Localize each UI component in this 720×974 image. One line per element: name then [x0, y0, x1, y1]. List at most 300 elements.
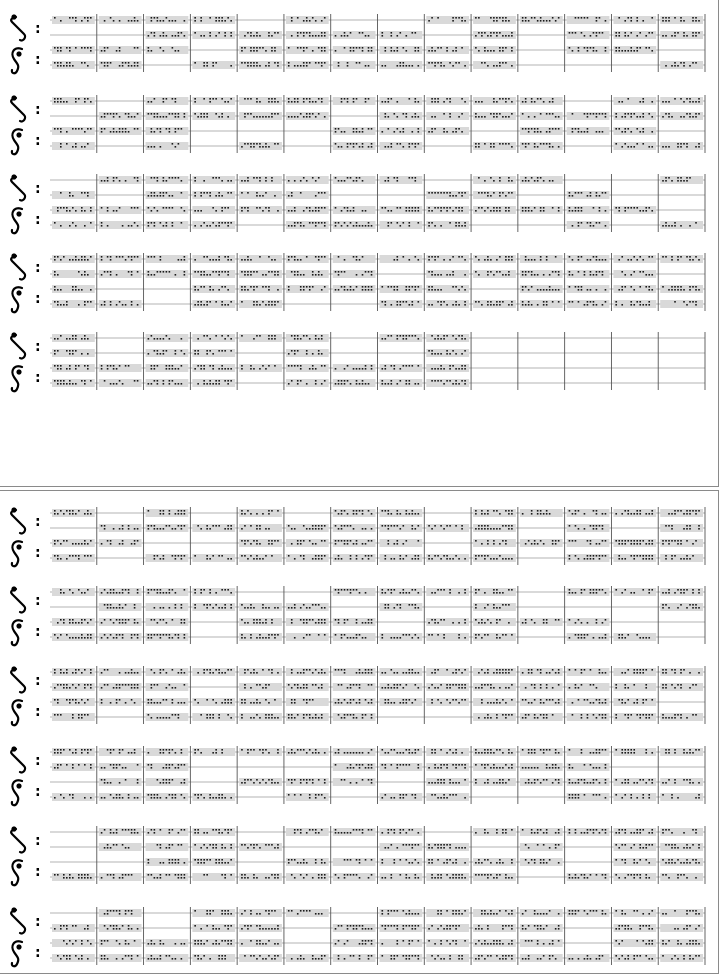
braille-dot: [605, 289, 607, 291]
braille-dot: [300, 222, 302, 224]
braille-dot: [321, 672, 323, 674]
braille-dot: [522, 717, 524, 719]
braille-dot: [428, 131, 430, 133]
braille-dot: [341, 180, 343, 182]
braille-cell-group: [567, 524, 610, 532]
braille-cell-group: [613, 206, 656, 214]
braille-dot: [353, 637, 355, 639]
braille-dot: [569, 301, 571, 303]
braille-dot: [321, 619, 323, 621]
braille-dot: [160, 146, 162, 148]
braille-dot: [371, 286, 373, 288]
braille-dot: [680, 225, 682, 227]
braille-dot: [481, 510, 483, 512]
braille-dot: [368, 47, 370, 49]
braille-dot: [321, 714, 323, 716]
braille-dot: [312, 17, 314, 19]
braille-dot: [268, 335, 270, 337]
braille-dot: [437, 17, 439, 19]
braille-dot: [247, 32, 249, 34]
braille-dot: [151, 383, 153, 385]
braille-dot: [157, 180, 159, 182]
braille-dot: [175, 146, 177, 148]
braille-dot: [499, 256, 501, 258]
braille-dot: [455, 669, 457, 671]
braille-dot: [537, 289, 539, 291]
braille-dot: [428, 62, 430, 64]
braille-dot: [665, 604, 667, 606]
braille-dot: [431, 672, 433, 674]
braille-dot: [437, 192, 439, 194]
braille-dot: [335, 669, 337, 671]
braille-cell-group: [52, 127, 95, 135]
braille-dot: [163, 528, 165, 530]
braille-dot: [487, 35, 489, 37]
braille-dot: [359, 702, 361, 704]
braille-dot: [452, 131, 454, 133]
braille-dot: [558, 669, 560, 671]
braille-dot: [265, 637, 267, 639]
braille-dot: [274, 304, 276, 306]
braille-dot: [461, 192, 463, 194]
braille-dot: [481, 637, 483, 639]
braille-dot: [624, 128, 626, 130]
braille-dot: [172, 365, 174, 367]
braille-dot: [403, 65, 405, 67]
braille-dot: [230, 558, 232, 560]
braille-dot: [321, 256, 323, 258]
braille-dot: [178, 177, 180, 179]
braille-cell-group: [660, 524, 703, 532]
braille-dot: [502, 47, 504, 49]
braille-dot: [683, 513, 685, 515]
braille-dot: [256, 684, 258, 686]
braille-dot: [385, 672, 387, 674]
braille-dot: [525, 543, 527, 545]
braille-dot: [75, 338, 77, 340]
braille-dot: [181, 513, 183, 515]
braille-dot: [508, 687, 510, 689]
braille-dot: [218, 32, 220, 34]
braille-dot: [75, 210, 77, 212]
braille-dot: [511, 699, 513, 701]
braille-dot: [268, 338, 270, 340]
braille-dot: [259, 684, 261, 686]
braille-dot: [148, 207, 150, 209]
braille-cell-group: [613, 31, 656, 39]
braille-dot: [69, 365, 71, 367]
braille-dot: [575, 555, 577, 557]
braille-dot: [181, 525, 183, 527]
braille-dot: [428, 622, 430, 624]
braille-dot: [81, 256, 83, 258]
braille-dot: [341, 637, 343, 639]
braille-dot: [288, 555, 290, 557]
braille-dot: [318, 619, 320, 621]
braille-dot: [409, 634, 411, 636]
braille-dot: [680, 510, 682, 512]
braille-dot: [391, 669, 393, 671]
braille-dot: [671, 116, 673, 118]
braille-dot: [418, 143, 420, 145]
braille-dot: [54, 338, 56, 340]
braille-dot: [175, 604, 177, 606]
braille-dot: [540, 113, 542, 115]
braille-dot: [572, 195, 574, 197]
braille-dot: [350, 47, 352, 49]
braille-cell-group: [380, 142, 423, 150]
braille-dot: [633, 113, 635, 115]
braille-dot: [481, 622, 483, 624]
braille-dot: [359, 146, 361, 148]
braille-dot: [134, 672, 136, 674]
braille-dot: [206, 525, 208, 527]
braille-dot: [371, 143, 373, 145]
braille-dot: [288, 607, 290, 609]
braille-dot: [487, 669, 489, 671]
braille-dot: [324, 47, 326, 49]
braille-dot: [552, 543, 554, 545]
clef-colon-mark: :: [35, 514, 41, 530]
braille-dot: [522, 301, 524, 303]
braille-dot: [60, 619, 62, 621]
braille-dot: [315, 195, 317, 197]
braille-dot: [212, 98, 214, 100]
braille-dot: [154, 607, 156, 609]
braille-dot: [309, 619, 311, 621]
braille-dot: [502, 192, 504, 194]
braille-dot: [365, 35, 367, 37]
braille-dot: [259, 180, 261, 182]
braille-dot: [418, 116, 420, 118]
braille-dot: [227, 589, 229, 591]
braille-dot: [618, 207, 620, 209]
braille-dot: [365, 271, 367, 273]
braille-dot: [203, 62, 205, 64]
braille-dot: [624, 589, 626, 591]
braille-dot: [113, 368, 115, 370]
braille-dot: [534, 143, 536, 145]
braille-dot: [157, 717, 159, 719]
braille-dot: [572, 513, 574, 515]
braille-dot: [478, 259, 480, 261]
braille-dot: [671, 180, 673, 182]
braille-dot: [209, 192, 211, 194]
braille-dot: [572, 702, 574, 704]
braille-dot: [131, 259, 133, 261]
braille-dot: [163, 177, 165, 179]
braille-cell-group: [52, 270, 95, 278]
braille-dot: [481, 207, 483, 209]
braille-dot: [627, 669, 629, 671]
braille-dot: [110, 365, 112, 367]
braille-dot: [244, 607, 246, 609]
braille-dot: [341, 380, 343, 382]
braille-dot: [403, 687, 405, 689]
braille-dot: [602, 714, 604, 716]
braille-dot: [184, 702, 186, 704]
braille-dot: [412, 525, 414, 527]
braille-dot: [315, 525, 317, 527]
braille-dot: [362, 128, 364, 130]
braille-cell-group: [146, 46, 189, 54]
braille-dot: [200, 365, 202, 367]
braille-dot: [593, 684, 595, 686]
braille-dot: [306, 207, 308, 209]
braille-dot: [487, 684, 489, 686]
braille-dot: [481, 543, 483, 545]
braille-dot: [528, 143, 530, 145]
braille-dot: [259, 65, 261, 67]
braille-dot: [415, 558, 417, 560]
braille-dot: [618, 50, 620, 52]
braille-dot: [209, 672, 211, 674]
braille-dot: [636, 540, 638, 542]
braille-dot: [75, 286, 77, 288]
bass-clef-dot: [16, 51, 21, 56]
braille-dot: [175, 687, 177, 689]
braille-dot: [359, 510, 361, 512]
braille-dot: [166, 225, 168, 227]
braille-dot: [306, 17, 308, 19]
braille-dot: [300, 672, 302, 674]
braille-dot: [227, 383, 229, 385]
braille-dot: [200, 528, 202, 530]
braille-dot: [277, 271, 279, 273]
braille-dot: [449, 113, 451, 115]
braille-dot: [315, 555, 317, 557]
braille-dot: [110, 131, 112, 133]
braille-dot: [481, 687, 483, 689]
braille-dot: [303, 177, 305, 179]
braille-dot: [350, 702, 352, 704]
braille-dot: [288, 714, 290, 716]
braille-dot: [596, 116, 598, 118]
braille-dot: [268, 101, 270, 103]
braille-dot: [371, 702, 373, 704]
braille-dot: [241, 207, 243, 209]
braille-dot: [181, 383, 183, 385]
braille-dot: [400, 225, 402, 227]
braille-dot: [440, 684, 442, 686]
braille-dot: [499, 672, 501, 674]
braille-dot: [122, 525, 124, 527]
braille-dot: [599, 672, 601, 674]
braille-dot: [247, 180, 249, 182]
braille-dot: [502, 274, 504, 276]
braille-dot: [75, 687, 77, 689]
braille-dot: [306, 619, 308, 621]
braille-dot: [206, 669, 208, 671]
braille-dot: [250, 271, 252, 273]
braille-cell-group: [567, 554, 610, 562]
braille-dot: [54, 101, 56, 103]
braille-dot: [534, 543, 536, 545]
braille-dot: [371, 365, 373, 367]
braille-dot: [461, 699, 463, 701]
braille-dot: [478, 177, 480, 179]
braille-dot: [590, 271, 592, 273]
braille-dot: [256, 50, 258, 52]
braille-dot: [409, 222, 411, 224]
braille-dot: [265, 304, 267, 306]
braille-dot: [197, 525, 199, 527]
braille-dot: [437, 335, 439, 337]
braille-dot: [163, 225, 165, 227]
braille-dot: [110, 259, 112, 261]
braille-dot: [695, 289, 697, 291]
braille-dot: [151, 699, 153, 701]
braille-dot: [347, 98, 349, 100]
braille-dot: [431, 368, 433, 370]
braille-dot: [508, 116, 510, 118]
braille-dot: [531, 98, 533, 100]
braille-dot: [151, 101, 153, 103]
braille-dot: [306, 20, 308, 22]
braille-dot: [315, 222, 317, 224]
braille-dot: [633, 256, 635, 258]
braille-cell-group: [567, 127, 610, 135]
braille-dot: [151, 32, 153, 34]
braille-dot: [368, 289, 370, 291]
braille-dot: [315, 380, 317, 382]
braille-dot: [200, 304, 202, 306]
braille-dot: [341, 589, 343, 591]
braille-dot: [277, 274, 279, 276]
braille-dot: [599, 32, 601, 34]
braille-dot: [593, 592, 595, 594]
braille-dot: [409, 365, 411, 367]
braille-dot: [181, 622, 183, 624]
braille-dot: [54, 510, 56, 512]
braille-dot: [496, 592, 498, 594]
braille-cell-group: [380, 300, 423, 308]
braille-dot: [300, 32, 302, 34]
braille-dot: [434, 687, 436, 689]
braille-dot: [698, 32, 700, 34]
braille-cell-group: [380, 61, 423, 69]
braille-dot: [624, 540, 626, 542]
braille-dot: [259, 143, 261, 145]
braille-dot: [303, 335, 305, 337]
braille-cell-group: [613, 142, 656, 150]
braille-dot: [388, 116, 390, 118]
braille-dot: [175, 558, 177, 560]
braille-cell-group: [286, 349, 329, 357]
braille-dot: [584, 637, 586, 639]
braille-dot: [69, 350, 71, 352]
braille-dot: [303, 714, 305, 716]
braille-dot: [113, 589, 115, 591]
braille-dot: [250, 50, 252, 52]
braille-cell-group: [99, 588, 142, 596]
braille-cell-group: [380, 524, 423, 532]
braille-dot: [321, 50, 323, 52]
braille-dot: [297, 98, 299, 100]
braille-dot: [303, 684, 305, 686]
braille-dot: [493, 304, 495, 306]
braille-dot: [537, 131, 539, 133]
braille-dot: [250, 672, 252, 674]
braille-dot: [365, 368, 367, 370]
braille-dot: [303, 225, 305, 227]
cell-background: [380, 539, 423, 547]
braille-dot: [493, 558, 495, 560]
braille-dot: [636, 35, 638, 37]
braille-dot: [63, 619, 65, 621]
braille-cell-group: [473, 698, 516, 706]
braille-dot: [362, 50, 364, 52]
braille-dot: [268, 543, 270, 545]
braille-dot: [84, 335, 86, 337]
braille-dot: [537, 304, 539, 306]
braille-dot: [122, 128, 124, 130]
braille-dot: [569, 210, 571, 212]
braille-dot: [569, 195, 571, 197]
braille-dot: [66, 699, 68, 701]
braille-dot: [338, 592, 340, 594]
braille-dot: [618, 543, 620, 545]
braille-cell-group: [192, 221, 235, 229]
braille-dot: [443, 65, 445, 67]
braille-dot: [324, 286, 326, 288]
braille-dot: [618, 289, 620, 291]
braille-dot: [668, 20, 670, 22]
braille-dot: [262, 116, 264, 118]
braille-dot: [440, 192, 442, 194]
braille-cell-group: [286, 698, 329, 706]
braille-dot: [350, 32, 352, 34]
braille-dot: [154, 177, 156, 179]
braille-dot: [409, 380, 411, 382]
braille-dot: [256, 619, 258, 621]
braille-dot: [368, 510, 370, 512]
braille-dot: [639, 540, 641, 542]
braille-dot: [63, 672, 65, 674]
braille-dot: [525, 304, 527, 306]
braille-dot: [300, 274, 302, 276]
braille-dot: [481, 101, 483, 103]
braille-dot: [368, 684, 370, 686]
braille-dot: [151, 274, 153, 276]
braille-dot: [642, 113, 644, 115]
braille-dot: [356, 622, 358, 624]
braille-dot: [315, 528, 317, 530]
braille-dot: [490, 304, 492, 306]
braille-dot: [122, 684, 124, 686]
braille-dot: [306, 65, 308, 67]
braille-dot: [169, 589, 171, 591]
braille-dot: [341, 131, 343, 133]
braille-cell-group: [192, 176, 235, 184]
braille-cell-group: [99, 206, 142, 214]
braille-dot: [324, 256, 326, 258]
braille-dot: [511, 192, 513, 194]
braille-dot: [69, 192, 71, 194]
braille-dot: [397, 335, 399, 337]
braille-dot: [271, 304, 273, 306]
braille-dot: [175, 116, 177, 118]
braille-dot: [674, 17, 676, 19]
braille-dot: [409, 289, 411, 291]
braille-dot: [461, 256, 463, 258]
braille-dot: [695, 32, 697, 34]
braille-dot: [350, 558, 352, 560]
braille-dot: [57, 383, 59, 385]
braille-dot: [66, 368, 68, 370]
braille-dot: [680, 180, 682, 182]
braille-dot: [306, 62, 308, 64]
